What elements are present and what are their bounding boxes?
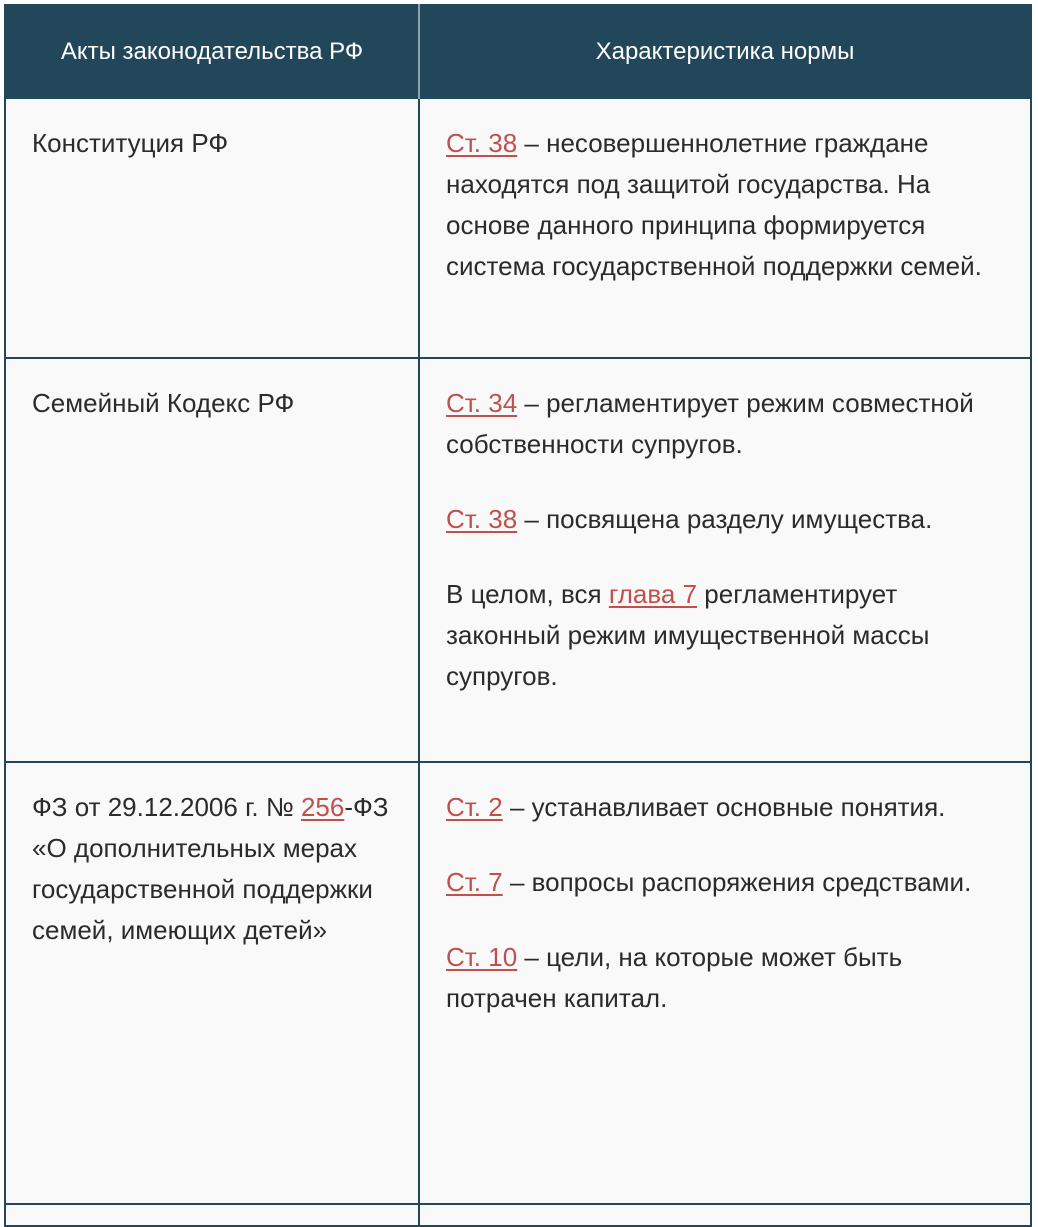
norm-paragraph (446, 862, 1004, 903)
norm-text: В целом, вся (446, 579, 609, 609)
article-link[interactable]: Ст. 38 (446, 504, 518, 534)
act-name: Семейный Кодекс РФ (6, 359, 420, 761)
act-text: -ФЗ «О дополнительных мерах государственной поддержки семей, имеющих детей» (32, 792, 389, 945)
header-acts: Акты законодательства РФ (6, 4, 420, 99)
norm-paragraph (446, 383, 1004, 465)
norm-paragraph (446, 937, 1004, 1019)
empty-cell (420, 1205, 1030, 1225)
table-row (6, 99, 1030, 359)
norm-text: регламентирует законный режим имущественной массы супругов. (446, 579, 930, 691)
norm-paragraph (446, 499, 1004, 540)
table-row (6, 359, 1030, 763)
table-row (6, 763, 1030, 1205)
act-name (6, 763, 420, 1203)
norm-text: – вопросы распоряжения средствами. (502, 867, 972, 897)
norm-paragraph (446, 123, 1004, 287)
act-name: Конституция РФ (6, 99, 420, 357)
norm-text: – цели, на которые может быть потрачен капитал. (446, 942, 903, 1013)
article-link[interactable]: Ст. 34 (446, 388, 518, 418)
norm-paragraph (446, 787, 1004, 828)
table-row-partial (6, 1205, 1030, 1227)
table-header (6, 4, 1030, 99)
norm-text: – посвящена разделу имущества. (517, 504, 933, 534)
norm-text: – несовершеннолетние граждане находятся под защитой государства. На основе данного принципа формируется система государственной поддержки семей. (446, 128, 982, 281)
norm-text: – регламентирует режим совместной собственности супругов. (446, 388, 974, 459)
article-link[interactable]: Ст. 38 (446, 128, 518, 158)
norm-description (420, 99, 1030, 357)
norm-description (420, 359, 1030, 761)
article-link[interactable]: Ст. 7 (446, 867, 503, 897)
law-number-link[interactable]: 256 (300, 792, 345, 822)
article-link[interactable]: Ст. 10 (446, 942, 518, 972)
norm-description (420, 763, 1030, 1203)
act-text: ФЗ от 29.12.2006 г. № (32, 792, 301, 822)
legislation-table (4, 4, 1032, 1227)
empty-cell (6, 1205, 420, 1225)
norm-paragraph (446, 574, 1004, 697)
chapter-link[interactable]: глава 7 (608, 579, 698, 609)
norm-text: – устанавливает основные понятия. (502, 792, 946, 822)
header-characteristic: Характеристика нормы (595, 37, 855, 65)
article-link[interactable]: Ст. 2 (446, 792, 503, 822)
